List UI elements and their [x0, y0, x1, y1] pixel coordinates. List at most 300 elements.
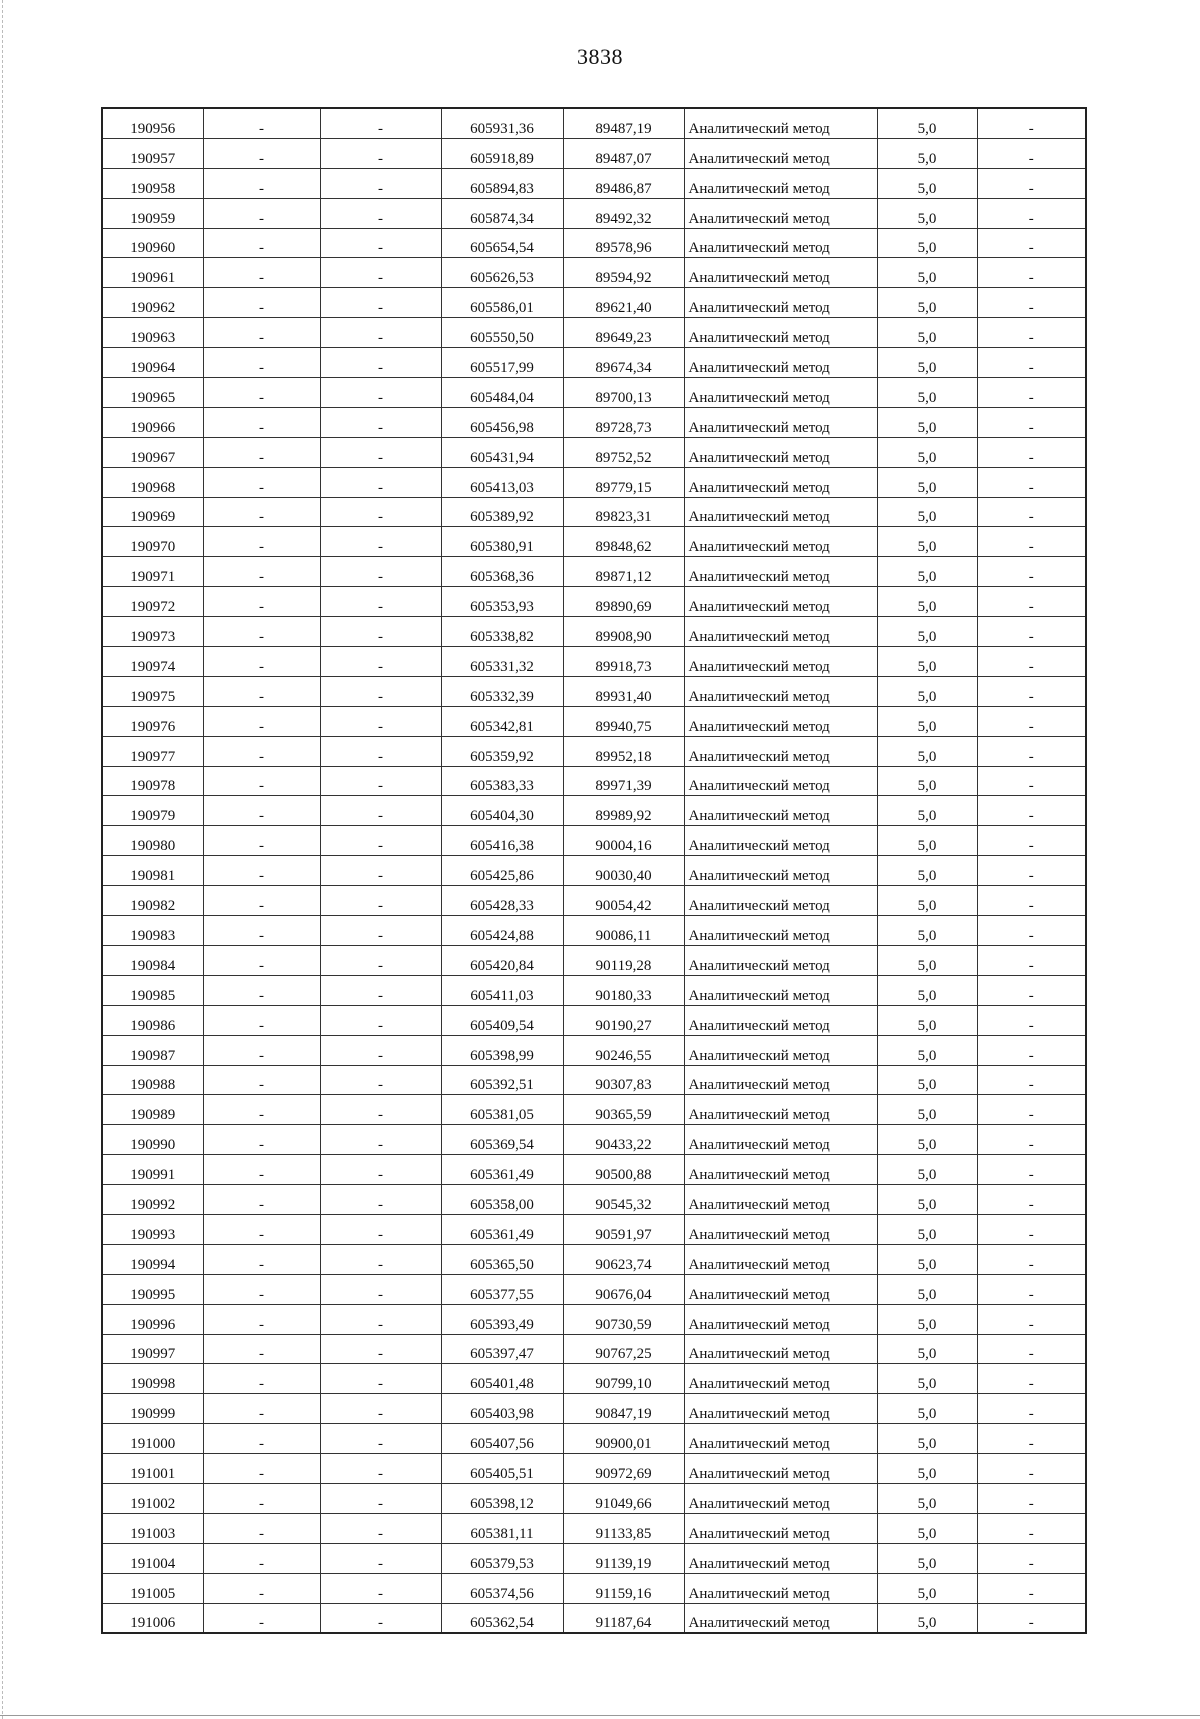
- empty-value-cell: -: [203, 1603, 320, 1633]
- empty-value-cell: -: [320, 1274, 441, 1304]
- x-coordinate-cell: 605392,51: [441, 1065, 563, 1095]
- x-coordinate-cell: 605362,54: [441, 1603, 563, 1633]
- accuracy-cell: 5,0: [877, 348, 977, 378]
- x-coordinate-cell: 605381,05: [441, 1095, 563, 1125]
- empty-value-cell: -: [203, 706, 320, 736]
- table-row: [102, 1214, 1086, 1244]
- x-coordinate-cell: 605931,36: [441, 108, 563, 138]
- empty-value-cell: -: [977, 1035, 1086, 1065]
- method-cell: Аналитический метод: [684, 1155, 877, 1185]
- y-coordinate-cell: 90799,10: [563, 1364, 684, 1394]
- x-coordinate-cell: 605383,33: [441, 766, 563, 796]
- table-row: [102, 587, 1086, 617]
- empty-value-cell: -: [977, 1185, 1086, 1215]
- method-cell: Аналитический метод: [684, 706, 877, 736]
- method-cell: Аналитический метод: [684, 1424, 877, 1454]
- accuracy-cell: 5,0: [877, 1483, 977, 1513]
- accuracy-cell: 5,0: [877, 318, 977, 348]
- table-row: [102, 1424, 1086, 1454]
- x-coordinate-cell: 605517,99: [441, 348, 563, 378]
- empty-value-cell: -: [977, 1274, 1086, 1304]
- empty-value-cell: -: [977, 288, 1086, 318]
- point-id-cell: 190991: [102, 1155, 203, 1185]
- point-id-cell: 190989: [102, 1095, 203, 1125]
- point-id-cell: 190994: [102, 1244, 203, 1274]
- empty-value-cell: -: [977, 527, 1086, 557]
- empty-value-cell: -: [320, 198, 441, 228]
- x-coordinate-cell: 605405,51: [441, 1454, 563, 1484]
- method-cell: Аналитический метод: [684, 228, 877, 258]
- x-coordinate-cell: 605626,53: [441, 258, 563, 288]
- method-cell: Аналитический метод: [684, 258, 877, 288]
- method-cell: Аналитический метод: [684, 587, 877, 617]
- empty-value-cell: -: [203, 1483, 320, 1513]
- table-row: [102, 228, 1086, 258]
- point-id-cell: 190981: [102, 856, 203, 886]
- empty-value-cell: -: [320, 1155, 441, 1185]
- method-cell: Аналитический метод: [684, 138, 877, 168]
- empty-value-cell: -: [977, 1095, 1086, 1125]
- point-id-cell: 190995: [102, 1274, 203, 1304]
- empty-value-cell: -: [320, 1364, 441, 1394]
- empty-value-cell: -: [203, 288, 320, 318]
- empty-value-cell: -: [203, 1573, 320, 1603]
- empty-value-cell: -: [203, 437, 320, 467]
- table-row: [102, 258, 1086, 288]
- empty-value-cell: -: [320, 557, 441, 587]
- point-id-cell: 191001: [102, 1454, 203, 1484]
- empty-value-cell: -: [977, 1065, 1086, 1095]
- empty-value-cell: -: [320, 587, 441, 617]
- empty-value-cell: -: [203, 647, 320, 677]
- x-coordinate-cell: 605586,01: [441, 288, 563, 318]
- method-cell: Аналитический метод: [684, 886, 877, 916]
- point-id-cell: 190993: [102, 1214, 203, 1244]
- empty-value-cell: -: [320, 647, 441, 677]
- point-id-cell: 190964: [102, 348, 203, 378]
- empty-value-cell: -: [203, 1125, 320, 1155]
- point-id-cell: 190988: [102, 1065, 203, 1095]
- empty-value-cell: -: [977, 1454, 1086, 1484]
- accuracy-cell: 5,0: [877, 228, 977, 258]
- x-coordinate-cell: 605416,38: [441, 826, 563, 856]
- empty-value-cell: -: [203, 1244, 320, 1274]
- empty-value-cell: -: [203, 766, 320, 796]
- point-id-cell: 190966: [102, 407, 203, 437]
- accuracy-cell: 5,0: [877, 945, 977, 975]
- accuracy-cell: 5,0: [877, 1005, 977, 1035]
- method-cell: Аналитический метод: [684, 437, 877, 467]
- x-coordinate-cell: 605411,03: [441, 975, 563, 1005]
- table-row: [102, 138, 1086, 168]
- accuracy-cell: 5,0: [877, 1424, 977, 1454]
- accuracy-cell: 5,0: [877, 467, 977, 497]
- table-body: [102, 108, 1086, 1633]
- point-id-cell: 190972: [102, 587, 203, 617]
- method-cell: Аналитический метод: [684, 676, 877, 706]
- empty-value-cell: -: [320, 1543, 441, 1573]
- accuracy-cell: 5,0: [877, 1095, 977, 1125]
- empty-value-cell: -: [203, 138, 320, 168]
- y-coordinate-cell: 90591,97: [563, 1214, 684, 1244]
- y-coordinate-cell: 89989,92: [563, 796, 684, 826]
- empty-value-cell: -: [977, 796, 1086, 826]
- empty-value-cell: -: [320, 1185, 441, 1215]
- accuracy-cell: 5,0: [877, 378, 977, 408]
- empty-value-cell: -: [977, 228, 1086, 258]
- empty-value-cell: -: [203, 916, 320, 946]
- y-coordinate-cell: 89779,15: [563, 467, 684, 497]
- empty-value-cell: -: [977, 318, 1086, 348]
- empty-value-cell: -: [203, 796, 320, 826]
- y-coordinate-cell: 90900,01: [563, 1424, 684, 1454]
- accuracy-cell: 5,0: [877, 587, 977, 617]
- x-coordinate-cell: 605374,56: [441, 1573, 563, 1603]
- table-row: [102, 198, 1086, 228]
- point-id-cell: 191000: [102, 1424, 203, 1454]
- x-coordinate-cell: 605358,00: [441, 1185, 563, 1215]
- empty-value-cell: -: [977, 168, 1086, 198]
- empty-value-cell: -: [977, 1155, 1086, 1185]
- x-coordinate-cell: 605431,94: [441, 437, 563, 467]
- empty-value-cell: -: [320, 975, 441, 1005]
- empty-value-cell: -: [977, 1005, 1086, 1035]
- x-coordinate-cell: 605425,86: [441, 856, 563, 886]
- point-id-cell: 190956: [102, 108, 203, 138]
- x-coordinate-cell: 605353,93: [441, 587, 563, 617]
- point-id-cell: 190958: [102, 168, 203, 198]
- point-id-cell: 190974: [102, 647, 203, 677]
- coordinates-table: [101, 107, 1087, 1634]
- y-coordinate-cell: 90500,88: [563, 1155, 684, 1185]
- point-id-cell: 190985: [102, 975, 203, 1005]
- method-cell: Аналитический метод: [684, 1483, 877, 1513]
- method-cell: Аналитический метод: [684, 467, 877, 497]
- empty-value-cell: -: [977, 1573, 1086, 1603]
- empty-value-cell: -: [320, 1424, 441, 1454]
- empty-value-cell: -: [320, 497, 441, 527]
- empty-value-cell: -: [320, 168, 441, 198]
- y-coordinate-cell: 91049,66: [563, 1483, 684, 1513]
- y-coordinate-cell: 89487,19: [563, 108, 684, 138]
- empty-value-cell: -: [203, 1095, 320, 1125]
- method-cell: Аналитический метод: [684, 407, 877, 437]
- empty-value-cell: -: [977, 1304, 1086, 1334]
- empty-value-cell: -: [977, 1125, 1086, 1155]
- y-coordinate-cell: 90180,33: [563, 975, 684, 1005]
- table-row: [102, 796, 1086, 826]
- empty-value-cell: -: [320, 108, 441, 138]
- point-id-cell: 190982: [102, 886, 203, 916]
- empty-value-cell: -: [977, 1394, 1086, 1424]
- table-row: [102, 617, 1086, 647]
- scan-bottom-line: [0, 1715, 1200, 1717]
- empty-value-cell: -: [977, 587, 1086, 617]
- point-id-cell: 190970: [102, 527, 203, 557]
- empty-value-cell: -: [320, 318, 441, 348]
- accuracy-cell: 5,0: [877, 886, 977, 916]
- x-coordinate-cell: 605361,49: [441, 1214, 563, 1244]
- accuracy-cell: 5,0: [877, 676, 977, 706]
- method-cell: Аналитический метод: [684, 1125, 877, 1155]
- table-row: [102, 1513, 1086, 1543]
- empty-value-cell: -: [203, 826, 320, 856]
- empty-value-cell: -: [203, 318, 320, 348]
- empty-value-cell: -: [203, 1513, 320, 1543]
- accuracy-cell: 5,0: [877, 1394, 977, 1424]
- empty-value-cell: -: [977, 647, 1086, 677]
- point-id-cell: 190998: [102, 1364, 203, 1394]
- method-cell: Аналитический метод: [684, 318, 877, 348]
- y-coordinate-cell: 89918,73: [563, 647, 684, 677]
- empty-value-cell: -: [320, 1304, 441, 1334]
- method-cell: Аналитический метод: [684, 497, 877, 527]
- accuracy-cell: 5,0: [877, 168, 977, 198]
- empty-value-cell: -: [320, 1005, 441, 1035]
- x-coordinate-cell: 605369,54: [441, 1125, 563, 1155]
- x-coordinate-cell: 605413,03: [441, 467, 563, 497]
- table-row: [102, 1005, 1086, 1035]
- empty-value-cell: -: [320, 1483, 441, 1513]
- method-cell: Аналитический метод: [684, 856, 877, 886]
- x-coordinate-cell: 605361,49: [441, 1155, 563, 1185]
- empty-value-cell: -: [320, 378, 441, 408]
- accuracy-cell: 5,0: [877, 1454, 977, 1484]
- y-coordinate-cell: 91159,16: [563, 1573, 684, 1603]
- empty-value-cell: -: [977, 1513, 1086, 1543]
- table-row: [102, 945, 1086, 975]
- x-coordinate-cell: 605338,82: [441, 617, 563, 647]
- y-coordinate-cell: 90730,59: [563, 1304, 684, 1334]
- empty-value-cell: -: [320, 527, 441, 557]
- x-coordinate-cell: 605403,98: [441, 1394, 563, 1424]
- point-id-cell: 190984: [102, 945, 203, 975]
- empty-value-cell: -: [203, 348, 320, 378]
- empty-value-cell: -: [320, 826, 441, 856]
- method-cell: Аналитический метод: [684, 378, 877, 408]
- empty-value-cell: -: [977, 1424, 1086, 1454]
- point-id-cell: 191002: [102, 1483, 203, 1513]
- x-coordinate-cell: 605377,55: [441, 1274, 563, 1304]
- method-cell: Аналитический метод: [684, 1304, 877, 1334]
- point-id-cell: 190976: [102, 706, 203, 736]
- x-coordinate-cell: 605332,39: [441, 676, 563, 706]
- table-row: [102, 348, 1086, 378]
- empty-value-cell: -: [203, 886, 320, 916]
- y-coordinate-cell: 89649,23: [563, 318, 684, 348]
- x-coordinate-cell: 605550,50: [441, 318, 563, 348]
- page-number: 3838: [577, 44, 623, 69]
- table-row: [102, 1304, 1086, 1334]
- point-id-cell: 190973: [102, 617, 203, 647]
- method-cell: Аналитический метод: [684, 1334, 877, 1364]
- table-row: [102, 497, 1086, 527]
- method-cell: Аналитический метод: [684, 168, 877, 198]
- accuracy-cell: 5,0: [877, 288, 977, 318]
- x-coordinate-cell: 605398,12: [441, 1483, 563, 1513]
- accuracy-cell: 5,0: [877, 796, 977, 826]
- empty-value-cell: -: [977, 736, 1086, 766]
- table-row: [102, 676, 1086, 706]
- empty-value-cell: -: [203, 1005, 320, 1035]
- empty-value-cell: -: [203, 108, 320, 138]
- point-id-cell: 190997: [102, 1334, 203, 1364]
- method-cell: Аналитический метод: [684, 1035, 877, 1065]
- table-row: [102, 736, 1086, 766]
- method-cell: Аналитический метод: [684, 1603, 877, 1633]
- empty-value-cell: -: [320, 258, 441, 288]
- y-coordinate-cell: 90054,42: [563, 886, 684, 916]
- y-coordinate-cell: 89952,18: [563, 736, 684, 766]
- x-coordinate-cell: 605409,54: [441, 1005, 563, 1035]
- point-id-cell: 190961: [102, 258, 203, 288]
- empty-value-cell: -: [320, 1125, 441, 1155]
- empty-value-cell: -: [203, 945, 320, 975]
- accuracy-cell: 5,0: [877, 1065, 977, 1095]
- empty-value-cell: -: [320, 736, 441, 766]
- table-row: [102, 916, 1086, 946]
- accuracy-cell: 5,0: [877, 1185, 977, 1215]
- accuracy-cell: 5,0: [877, 1274, 977, 1304]
- table-row: [102, 766, 1086, 796]
- y-coordinate-cell: 89487,07: [563, 138, 684, 168]
- method-cell: Аналитический метод: [684, 1394, 877, 1424]
- point-id-cell: 190962: [102, 288, 203, 318]
- empty-value-cell: -: [977, 1543, 1086, 1573]
- empty-value-cell: -: [977, 826, 1086, 856]
- y-coordinate-cell: 89594,92: [563, 258, 684, 288]
- table-row: [102, 1364, 1086, 1394]
- method-cell: Аналитический метод: [684, 647, 877, 677]
- empty-value-cell: -: [320, 1095, 441, 1125]
- accuracy-cell: 5,0: [877, 1304, 977, 1334]
- y-coordinate-cell: 89700,13: [563, 378, 684, 408]
- table-row: [102, 1185, 1086, 1215]
- method-cell: Аналитический метод: [684, 796, 877, 826]
- accuracy-cell: 5,0: [877, 108, 977, 138]
- empty-value-cell: -: [977, 378, 1086, 408]
- accuracy-cell: 5,0: [877, 1573, 977, 1603]
- table-row: [102, 706, 1086, 736]
- method-cell: Аналитический метод: [684, 1065, 877, 1095]
- accuracy-cell: 5,0: [877, 1334, 977, 1364]
- empty-value-cell: -: [977, 975, 1086, 1005]
- empty-value-cell: -: [320, 796, 441, 826]
- x-coordinate-cell: 605331,32: [441, 647, 563, 677]
- empty-value-cell: -: [203, 1274, 320, 1304]
- method-cell: Аналитический метод: [684, 1573, 877, 1603]
- y-coordinate-cell: 89578,96: [563, 228, 684, 258]
- empty-value-cell: -: [977, 1603, 1086, 1633]
- empty-value-cell: -: [203, 527, 320, 557]
- table-row: [102, 975, 1086, 1005]
- method-cell: Аналитический метод: [684, 1005, 877, 1035]
- accuracy-cell: 5,0: [877, 138, 977, 168]
- table-row: [102, 527, 1086, 557]
- accuracy-cell: 5,0: [877, 1035, 977, 1065]
- x-coordinate-cell: 605401,48: [441, 1364, 563, 1394]
- empty-value-cell: -: [320, 437, 441, 467]
- empty-value-cell: -: [203, 1185, 320, 1215]
- y-coordinate-cell: 91133,85: [563, 1513, 684, 1543]
- empty-value-cell: -: [203, 467, 320, 497]
- empty-value-cell: -: [320, 228, 441, 258]
- method-cell: Аналитический метод: [684, 288, 877, 318]
- table-row: [102, 1483, 1086, 1513]
- accuracy-cell: 5,0: [877, 557, 977, 587]
- table-row: [102, 467, 1086, 497]
- point-id-cell: 190960: [102, 228, 203, 258]
- method-cell: Аналитический метод: [684, 1185, 877, 1215]
- accuracy-cell: 5,0: [877, 1603, 977, 1633]
- x-coordinate-cell: 605420,84: [441, 945, 563, 975]
- empty-value-cell: -: [320, 1513, 441, 1543]
- x-coordinate-cell: 605484,04: [441, 378, 563, 408]
- point-id-cell: 190967: [102, 437, 203, 467]
- method-cell: Аналитический метод: [684, 198, 877, 228]
- empty-value-cell: -: [977, 258, 1086, 288]
- table-row: [102, 1155, 1086, 1185]
- empty-value-cell: -: [320, 138, 441, 168]
- table-row: [102, 1274, 1086, 1304]
- method-cell: Аналитический метод: [684, 1274, 877, 1304]
- method-cell: Аналитический метод: [684, 766, 877, 796]
- empty-value-cell: -: [320, 617, 441, 647]
- table-row: [102, 378, 1086, 408]
- empty-value-cell: -: [203, 378, 320, 408]
- point-id-cell: 191005: [102, 1573, 203, 1603]
- empty-value-cell: -: [977, 766, 1086, 796]
- x-coordinate-cell: 605342,81: [441, 706, 563, 736]
- empty-value-cell: -: [977, 108, 1086, 138]
- x-coordinate-cell: 605359,92: [441, 736, 563, 766]
- empty-value-cell: -: [320, 348, 441, 378]
- method-cell: Аналитический метод: [684, 1095, 877, 1125]
- y-coordinate-cell: 89621,40: [563, 288, 684, 318]
- y-coordinate-cell: 89871,12: [563, 557, 684, 587]
- empty-value-cell: -: [977, 198, 1086, 228]
- y-coordinate-cell: 89492,32: [563, 198, 684, 228]
- y-coordinate-cell: 89674,34: [563, 348, 684, 378]
- x-coordinate-cell: 605389,92: [441, 497, 563, 527]
- x-coordinate-cell: 605368,36: [441, 557, 563, 587]
- point-id-cell: 191004: [102, 1543, 203, 1573]
- table-row: [102, 886, 1086, 916]
- empty-value-cell: -: [203, 497, 320, 527]
- empty-value-cell: -: [977, 407, 1086, 437]
- y-coordinate-cell: 90623,74: [563, 1244, 684, 1274]
- y-coordinate-cell: 90307,83: [563, 1065, 684, 1095]
- point-id-cell: 190996: [102, 1304, 203, 1334]
- empty-value-cell: -: [977, 348, 1086, 378]
- y-coordinate-cell: 89823,31: [563, 497, 684, 527]
- y-coordinate-cell: 90030,40: [563, 856, 684, 886]
- table-row: [102, 1035, 1086, 1065]
- point-id-cell: 190992: [102, 1185, 203, 1215]
- point-id-cell: 190987: [102, 1035, 203, 1065]
- accuracy-cell: 5,0: [877, 1125, 977, 1155]
- method-cell: Аналитический метод: [684, 916, 877, 946]
- x-coordinate-cell: 605456,98: [441, 407, 563, 437]
- y-coordinate-cell: 91139,19: [563, 1543, 684, 1573]
- table-row: [102, 1454, 1086, 1484]
- method-cell: Аналитический метод: [684, 945, 877, 975]
- empty-value-cell: -: [320, 766, 441, 796]
- empty-value-cell: -: [203, 856, 320, 886]
- y-coordinate-cell: 89486,87: [563, 168, 684, 198]
- table-row: [102, 407, 1086, 437]
- y-coordinate-cell: 89908,90: [563, 617, 684, 647]
